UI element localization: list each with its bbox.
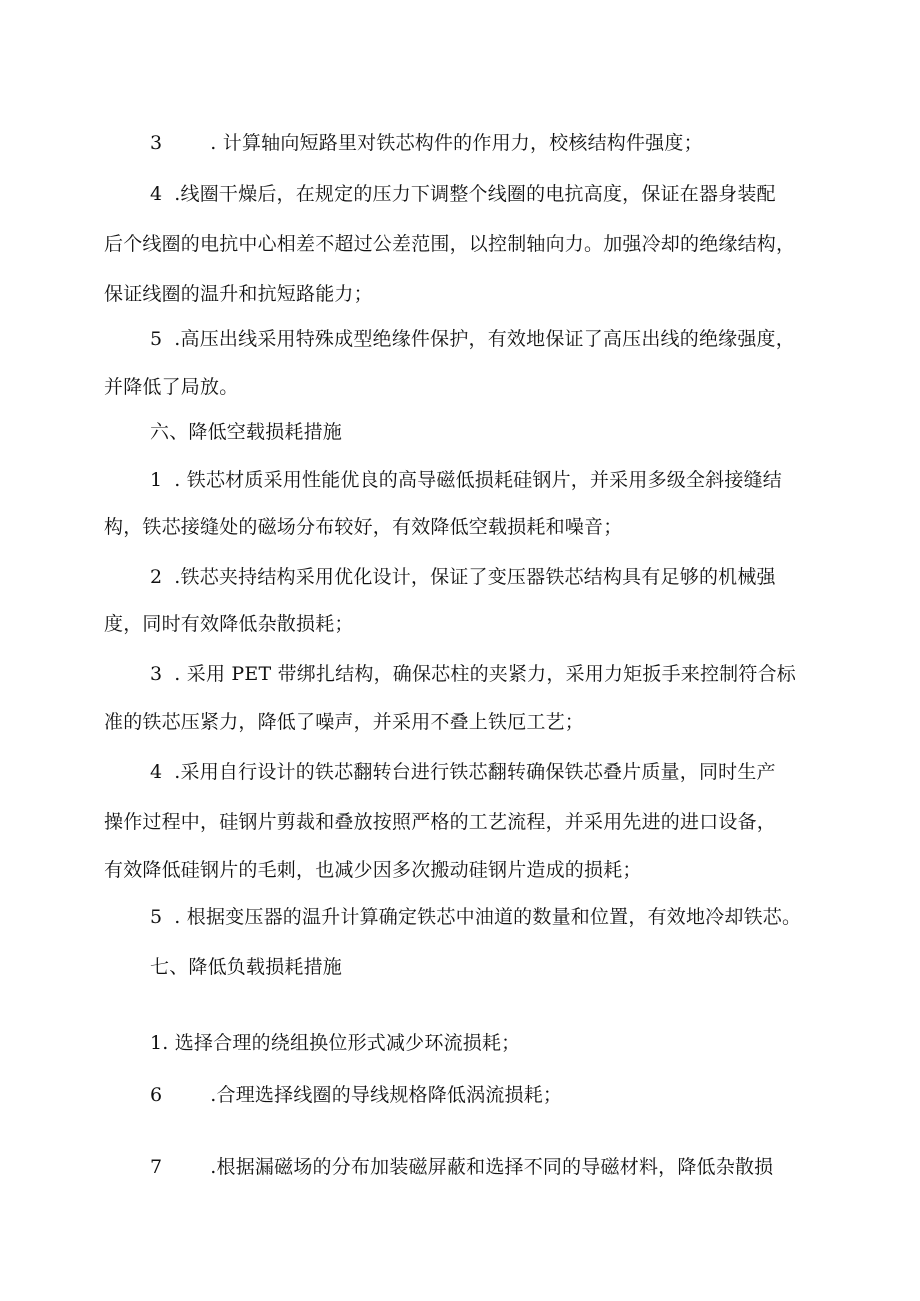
item-number: 5 [150,906,163,928]
line-text: 度，同时有效降低杂散损耗； [104,613,354,635]
paragraph-6-4-line-2 [104,810,776,834]
item-number: 6 [150,1084,163,1106]
item-number: 7 [150,1156,163,1178]
paragraph-5-line-2 [104,375,238,399]
line-text: 并降低了局放。 [104,376,239,398]
item-number: 5 [150,328,163,350]
item-number: 3 [150,132,163,154]
section-heading-6 [150,420,342,444]
item-number: 3 [150,663,163,685]
paragraph-7-7-line-1 [150,1155,773,1179]
line-text: 保证线圈的温升和抗短路能力； [104,283,373,305]
item-number: 4 [150,761,163,783]
paragraph-6-3-line-2 [104,710,584,734]
section-title: 六、降低空载损耗措施 [150,421,343,443]
line-text: .高压出线采用特殊成型绝缘件保护，有效地保证了高压出线的绝缘强度， [174,328,795,350]
item-number: 1 [150,469,163,491]
item-number: 4 [150,183,163,205]
line-text: .铁芯夹持结构采用优化设计，保证了变压器铁芯结构具有足够的机械强 [174,566,776,588]
line-text: 准的铁芯压紧力，降低了噪声，并采用不叠上铁厄工艺； [104,711,585,733]
section-heading-7 [150,955,342,979]
item-number: 2 [150,566,163,588]
line-text: .合理选择线圈的导线规格降低涡流损耗； [210,1084,563,1106]
line-text: . 根据变压器的温升计算确定铁芯中油道的数量和位置，有效地冷却铁芯。 [174,906,802,928]
paragraph-4-line-2 [104,232,795,256]
line-text: 操作过程中，硅钢片剪裁和叠放按照严格的工艺流程，并采用先进的进口设备， [104,811,777,833]
paragraph-7-6-line-1 [150,1083,562,1107]
paragraph-3-line-1 [150,131,703,155]
paragraph-6-2-line-1 [150,565,776,589]
paragraph-6-1-line-2 [104,515,622,539]
line-text: .线圈干燥后，在规定的压力下调整个线圈的电抗高度，保证在器身装配 [174,183,776,205]
paragraph-6-4-line-3 [104,858,642,882]
paragraph-6-3-line-1 [150,662,796,686]
line-text: 构，铁芯接缝处的磁场分布较好，有效降低空载损耗和噪音； [104,516,623,538]
line-text: . 采用 PET 带绑扎结构，确保芯柱的夹紧力，采用力矩扳手来控制符合标 [174,663,796,685]
line-text: . 选择合理的绕组换位形式减少环流损耗； [162,1032,521,1054]
paragraph-4-line-1 [150,182,776,206]
line-text: .根据漏磁场的分布加装磁屏蔽和选择不同的导磁材料，降低杂散损 [210,1156,774,1178]
line-text: 后个线圈的电抗中心相差不超过公差范围，以控制轴向力。加强冷却的绝缘结构， [104,233,796,255]
section-title: 七、降低负载损耗措施 [150,956,343,978]
paragraph-6-1-line-1 [150,468,782,492]
line-text: . 计算轴向短路里对铁芯构件的作用力，校核结构件强度； [210,132,703,154]
paragraph-6-5-line-1 [150,905,801,929]
paragraph-7-1-line-1 [150,1031,520,1055]
line-text: 有效降低硅钢片的毛刺，也减少因多次搬动硅钢片造成的损耗； [104,859,642,881]
paragraph-6-2-line-2 [104,612,354,636]
paragraph-5-line-1 [150,327,795,351]
paragraph-6-4-line-1 [150,760,776,784]
item-number: 1 [150,1032,163,1054]
paragraph-4-line-3 [104,282,373,306]
line-text: .采用自行设计的铁芯翻转台进行铁芯翻转确保铁芯叠片质量，同时生产 [174,761,776,783]
line-text: . 铁芯材质采用性能优良的高导磁低损耗硅钢片，并采用多级全斜接缝结 [174,469,782,491]
